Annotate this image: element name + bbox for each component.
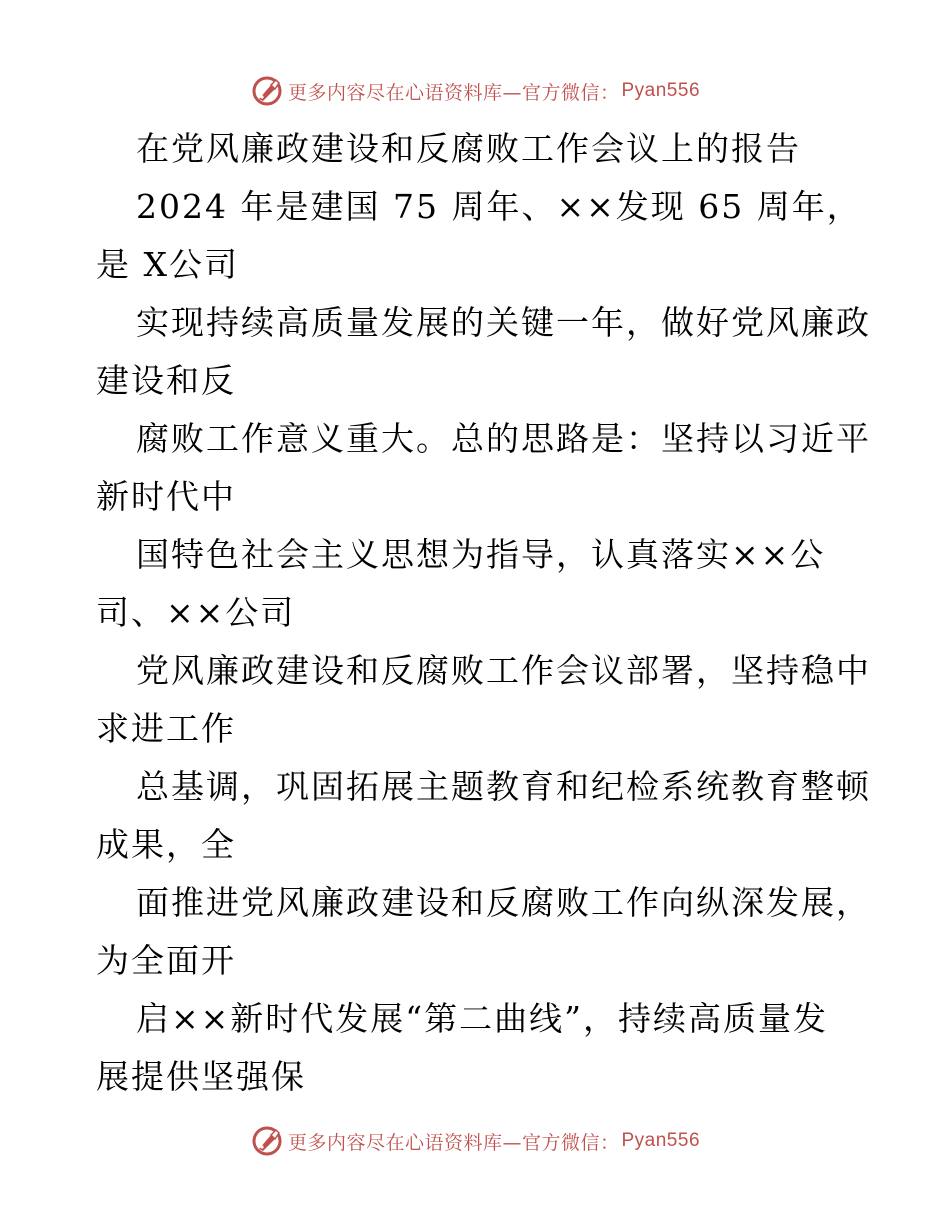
pen-nib-logo-icon — [250, 74, 284, 108]
banner-wechat-id: Pyan556 — [621, 80, 701, 101]
text-line: 启××新时代发展“第二曲线”，持续高质量发 — [136, 999, 829, 1038]
text-line: 腐败工作意义重大。总的思路是：坚持以习近平 — [136, 419, 871, 458]
banner-wechat-id: Pyan556 — [621, 1130, 701, 1151]
banner-text: 更多内容尽在心语资料库—官方微信： — [287, 1131, 620, 1154]
text-line: 总基调，巩固拓展主题教育和纪检系统教育整顿 — [136, 767, 871, 806]
text-line: 国特色社会主义思想为指导，认真落实××公 — [136, 535, 826, 574]
text-line: 在党风廉政建设和反腐败工作会议上的报告 — [136, 129, 801, 168]
text-line: 司、××公司 — [96, 593, 296, 632]
text-line: 成果，全 — [96, 825, 236, 864]
footer-watermark-banner — [0, 1121, 950, 1161]
text-line: 求进工作 — [96, 709, 236, 748]
banner-text: 更多内容尽在心语资料库—官方微信： — [287, 81, 620, 104]
text-line: 党风廉政建设和反腐败工作会议部署，坚持稳中 — [136, 651, 871, 690]
text-line: 是 X公司 — [96, 245, 239, 284]
text-line: 面推进党风廉政建设和反腐败工作向纵深发展， — [136, 883, 871, 922]
header-watermark-banner — [0, 71, 950, 111]
pen-nib-logo-icon — [250, 1124, 284, 1158]
text-line: 展提供坚强保 — [96, 1057, 306, 1096]
text-line: 为全面开 — [96, 941, 236, 980]
text-line: 新时代中 — [96, 477, 236, 516]
text-line: 建设和反 — [96, 361, 236, 400]
text-line: 实现持续高质量发展的关键一年，做好党风廉政 — [136, 303, 871, 342]
text-line: 2024 年是建国 75 周年、××发现 65 周年， — [136, 187, 862, 226]
document-body — [96, 120, 871, 1106]
